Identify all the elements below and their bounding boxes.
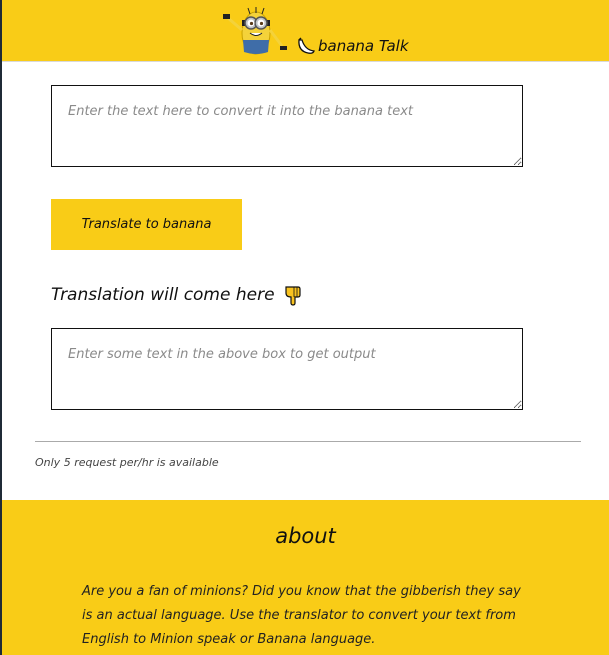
input-textarea[interactable] [51,85,523,167]
output-textarea[interactable] [51,328,523,410]
about-title: about [275,524,336,548]
site-header [2,0,609,62]
output-heading-label: Translation will come here [51,285,275,305]
brand-title: banana Talk [318,37,409,55]
pointing-down-hand-icon [283,284,303,306]
about-section [2,500,609,655]
about-text: Are you a fan of minions? Did you know that the gibberish they say is an actual language. Use the translator to convert your text from English to Minion speak or Banana language. [82,584,521,647]
rate-limit-notice: Only 5 request per/hr is available [35,456,219,469]
banana-icon [296,36,316,56]
minion-icon [220,6,292,56]
translate-button[interactable]: Translate to banana [51,199,242,250]
brand [296,36,409,56]
divider [35,441,581,442]
output-heading [51,284,303,306]
